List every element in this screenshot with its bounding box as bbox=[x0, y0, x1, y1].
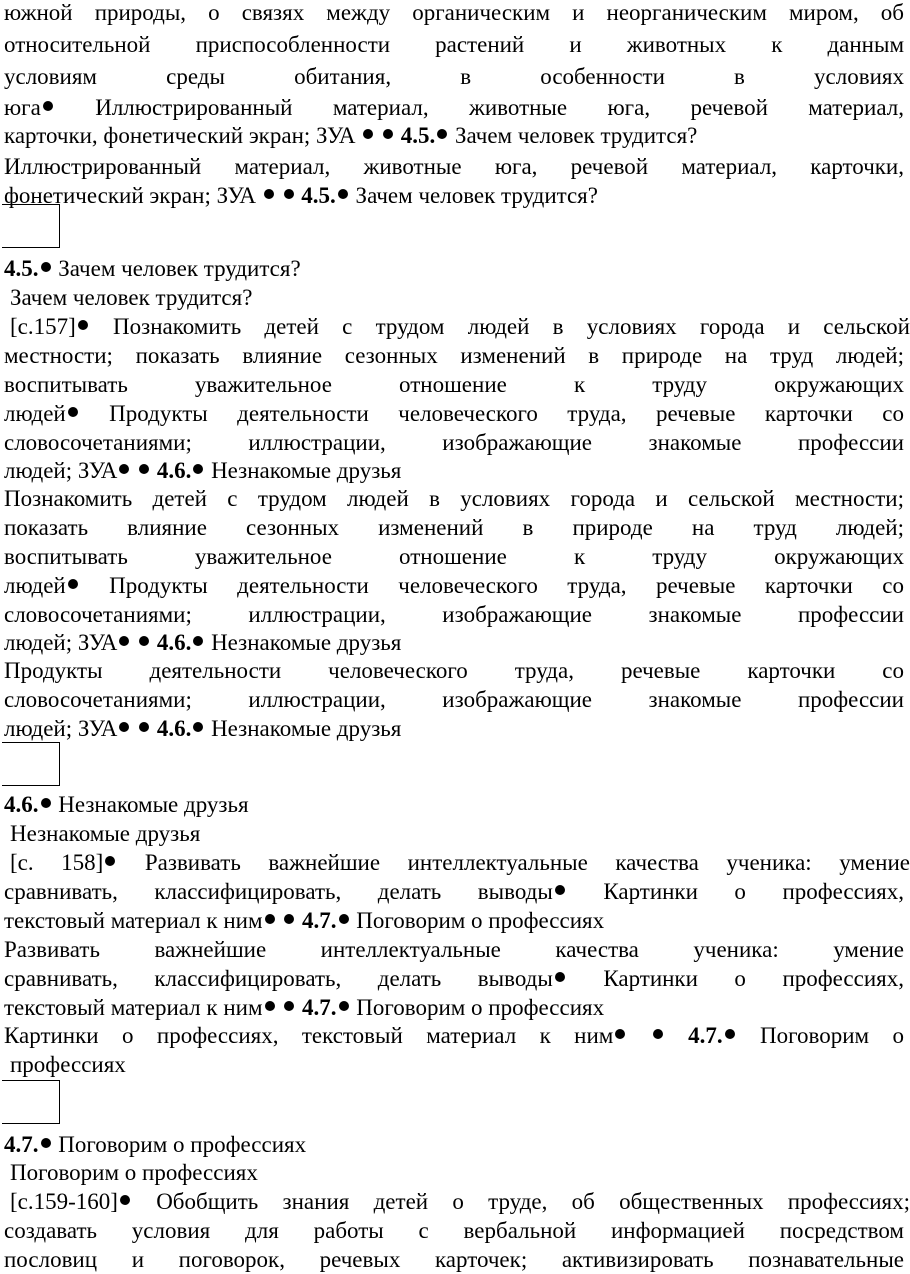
text-line: юга Иллюстрированный материал, животные юга, речевой материал, bbox=[4, 95, 904, 120]
text-line: словосочетаниями; иллюстрации, изображающие знакомые профессии bbox=[4, 602, 904, 627]
text-line: [с.157] Познакомить детей с трудом людей в условиях города и сельской bbox=[10, 314, 910, 339]
bullet-icon bbox=[119, 722, 129, 732]
text-line: Незнакомые друзья bbox=[10, 821, 201, 846]
bullet-icon bbox=[339, 914, 349, 924]
text-line: показать влияние сезонных изменений в природе на труд людей; bbox=[4, 515, 904, 540]
bullet-icon bbox=[139, 636, 149, 646]
text-line: местности; показать влияние сезонных изменений в природе на труд людей; bbox=[4, 343, 904, 368]
text-line: Поговорим о профессиях bbox=[10, 1160, 258, 1185]
bullet-icon bbox=[41, 262, 51, 272]
section-heading: 4.6. Незнакомые друзья bbox=[4, 792, 249, 817]
bullet-icon bbox=[193, 464, 203, 474]
bullet-icon bbox=[653, 1029, 663, 1039]
bullet-icon bbox=[339, 1001, 349, 1011]
text-line: Продукты деятельности человеческого труда, речевые карточки со bbox=[4, 658, 904, 683]
bullet-icon bbox=[43, 101, 53, 111]
text-line: текстовый материал к ним 4.7. Поговорим о профессиях bbox=[4, 908, 605, 933]
text-line: [с.159-160] Обобщить знания детей о труде, об общественных профессиях; bbox=[10, 1189, 910, 1214]
bullet-icon bbox=[363, 129, 373, 139]
bullet-icon bbox=[284, 189, 294, 199]
bullet-icon bbox=[120, 1195, 130, 1205]
bullet-icon bbox=[68, 407, 78, 417]
text-line: Познакомить детей с трудом людей в условиях города и сельской местности; bbox=[4, 486, 904, 511]
bullet-icon bbox=[41, 1138, 51, 1148]
bullet-icon bbox=[78, 320, 88, 330]
bullet-icon bbox=[555, 972, 565, 982]
text-line: создавать условия для работы с вербальной информацией посредством bbox=[4, 1218, 904, 1243]
section-heading: 4.5. Зачем человек трудится? bbox=[4, 256, 301, 281]
text-line: Зачем человек трудится? bbox=[10, 285, 253, 310]
text-line: людей Продукты деятельности человеческого труда, речевые карточки со bbox=[4, 401, 904, 426]
text-line: Развивать важнейшие интеллектуальные качества ученика: умение bbox=[4, 937, 904, 962]
empty-cell-box bbox=[2, 1080, 60, 1124]
text-line: людей; ЗУА 4.6. Незнакомые друзья bbox=[4, 630, 402, 655]
text-line: людей; ЗУА 4.6. Незнакомые друзья bbox=[4, 458, 402, 483]
text-line: воспитывать уважительное отношение к труду окружающих bbox=[4, 544, 904, 569]
bullet-icon bbox=[119, 636, 129, 646]
bullet-icon bbox=[265, 914, 275, 924]
bullet-icon bbox=[338, 189, 348, 199]
bullet-icon bbox=[555, 885, 565, 895]
bullet-icon bbox=[725, 1029, 735, 1039]
bullet-icon bbox=[41, 798, 51, 808]
bullet-icon bbox=[68, 579, 78, 589]
bullet-icon bbox=[139, 464, 149, 474]
text-line: условиям среды обитания, в особенности в условиях bbox=[4, 64, 904, 89]
bullet-icon bbox=[383, 129, 393, 139]
bullet-icon bbox=[284, 1001, 294, 1011]
empty-cell-box bbox=[2, 742, 60, 786]
text-line: людей Продукты деятельности человеческого труда, речевые карточки со bbox=[4, 573, 904, 598]
text-line: текстовый материал к ним 4.7. Поговорим о профессиях bbox=[4, 995, 605, 1020]
bullet-icon bbox=[193, 722, 203, 732]
text-line: Картинки о профессиях, текстовый материал к ним 4.7. Поговорим о bbox=[4, 1023, 904, 1048]
bullet-icon bbox=[284, 914, 294, 924]
empty-cell-box bbox=[2, 204, 60, 248]
text-line: Иллюстрированный материал, животные юга, речевой материал, карточки, bbox=[4, 154, 904, 179]
bullet-icon bbox=[264, 189, 274, 199]
text-line: относительной приспособленности растений и животных к данным bbox=[4, 32, 904, 57]
bullet-icon bbox=[139, 722, 149, 732]
bullet-icon bbox=[105, 856, 115, 866]
bullet-icon bbox=[119, 464, 129, 474]
text-line: людей; ЗУА 4.6. Незнакомые друзья bbox=[4, 716, 402, 741]
bullet-icon bbox=[193, 636, 203, 646]
text-line: сравнивать, классифицировать, делать выводы Картинки о профессиях, bbox=[4, 966, 904, 991]
bullet-icon bbox=[437, 129, 447, 139]
text-line: воспитывать уважительное отношение к труду окружающих bbox=[4, 372, 904, 397]
section-heading: 4.7. Поговорим о профессиях bbox=[4, 1132, 307, 1157]
text-line: [с. 158] Развивать важнейшие интеллектуальные качества ученика: умение bbox=[10, 850, 910, 875]
text-line: сравнивать, классифицировать, делать выводы Картинки о профессиях, bbox=[4, 879, 904, 904]
bullet-icon bbox=[615, 1029, 625, 1039]
text-line: фонетический экран; ЗУА 4.5. Зачем человек трудится? bbox=[4, 183, 598, 208]
text-line: профессиях bbox=[10, 1052, 126, 1077]
bullet-icon bbox=[265, 1001, 275, 1011]
text-line: словосочетаниями; иллюстрации, изображающие знакомые профессии bbox=[4, 430, 904, 455]
text-line: карточки, фонетический экран; ЗУА 4.5. Зачем человек трудится? bbox=[4, 123, 698, 148]
text-line: пословиц и поговорок, речевых карточек; активизировать познавательные bbox=[4, 1247, 904, 1272]
text-line: южной природы, о связях между органическим и неорганическим миром, об bbox=[4, 0, 904, 25]
text-line: словосочетаниями; иллюстрации, изображающие знакомые профессии bbox=[4, 687, 904, 712]
